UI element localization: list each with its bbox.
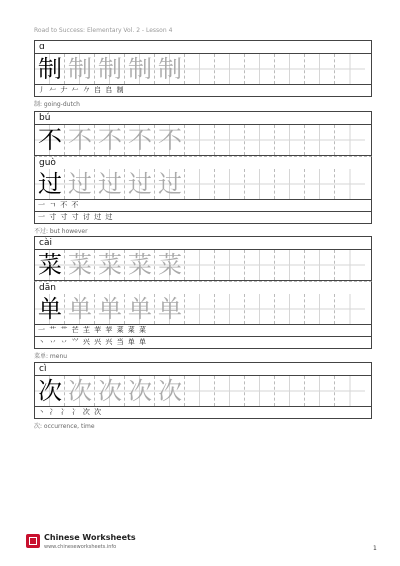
trace-cell: 菜 — [95, 250, 125, 280]
empty-cell — [275, 294, 305, 324]
trace-cell: 单 — [65, 294, 95, 324]
trace-cell: 次 — [95, 376, 125, 406]
pinyin-row — [34, 111, 372, 124]
empty-cell — [335, 54, 365, 84]
practice-grid-row — [34, 294, 372, 325]
empty-cell — [215, 54, 245, 84]
footer-title: Chinese Worksheets — [44, 533, 136, 542]
pinyin-label: ɑ — [39, 42, 45, 52]
empty-cell — [305, 169, 335, 199]
empty-cell — [185, 250, 215, 280]
trace-cell: 不 — [95, 125, 125, 155]
practice-grid-row — [34, 53, 372, 85]
trace-cell: 过 — [65, 169, 95, 199]
empty-cell — [215, 250, 245, 280]
pinyin-row — [34, 40, 372, 53]
empty-cell — [215, 125, 245, 155]
empty-cell — [215, 294, 245, 324]
pinyin-row — [34, 156, 372, 169]
empty-cell — [335, 169, 365, 199]
empty-cell — [275, 376, 305, 406]
trace-cell: 次 — [155, 376, 185, 406]
empty-cell — [275, 169, 305, 199]
stroke-order-row: 一 艹 艹 芒 芏 苹 苹 菜 菜 菜 — [34, 325, 372, 337]
model-character-cell: 菜 — [35, 250, 65, 280]
pinyin-label: cì — [39, 364, 47, 374]
pinyin-row — [34, 236, 372, 249]
trace-cell: 菜 — [65, 250, 95, 280]
trace-cell: 制 — [155, 54, 185, 84]
trace-cell: 过 — [95, 169, 125, 199]
empty-cell — [305, 376, 335, 406]
trace-cell: 单 — [95, 294, 125, 324]
empty-cell — [185, 54, 215, 84]
trace-cell: 制 — [95, 54, 125, 84]
empty-cell — [245, 294, 275, 324]
empty-cell — [245, 54, 275, 84]
empty-cell — [215, 376, 245, 406]
meaning-text: 次: occurrence, time — [34, 423, 95, 430]
model-character-cell: 次 — [35, 376, 65, 406]
model-character-cell: 过 — [35, 169, 65, 199]
empty-cell — [335, 376, 365, 406]
practice-grid-row — [34, 375, 372, 407]
stroke-order-row: 丶 冫 冫 冫 次 次 — [34, 407, 372, 419]
empty-cell — [305, 294, 335, 324]
stroke-order-row: 丿 𠂉 𠂇 𠂉 𠂊 𠂤 𠂤 制 — [34, 85, 372, 97]
empty-cell — [275, 250, 305, 280]
stroke-order-row: 丶 丷 丷 ⺍ 兴 兴 兴 当 单 单 — [34, 337, 372, 349]
empty-cell — [185, 125, 215, 155]
footer-url: www.chineseworksheets.info — [44, 544, 117, 550]
empty-cell — [245, 125, 275, 155]
meaning-text: 菜单: menu — [34, 353, 68, 360]
trace-cell: 制 — [65, 54, 95, 84]
pinyin-label: cài — [39, 238, 52, 248]
practice-grid-row — [34, 249, 372, 281]
empty-cell — [185, 169, 215, 199]
pinyin-label: bú — [39, 113, 51, 123]
character-block-2 — [34, 111, 372, 235]
empty-cell — [245, 250, 275, 280]
empty-cell — [185, 376, 215, 406]
trace-cell: 菜 — [125, 250, 155, 280]
empty-cell — [275, 125, 305, 155]
stroke-order-row: 一 寸 寸 寸 讨 过 过 — [34, 212, 372, 224]
trace-cell: 不 — [65, 125, 95, 155]
trace-cell: 过 — [125, 169, 155, 199]
character-block-3 — [34, 236, 372, 360]
empty-cell — [335, 294, 365, 324]
trace-cell: 过 — [155, 169, 185, 199]
model-character-cell: 制 — [35, 54, 65, 84]
pinyin-label: guò — [39, 158, 56, 168]
chinese-worksheets-logo-icon — [26, 534, 40, 548]
worksheet-header: Road to Success: Elementary Vol. 2 - Lesson 4 — [34, 27, 173, 34]
empty-cell — [245, 376, 275, 406]
pinyin-row — [34, 362, 372, 375]
empty-cell — [185, 294, 215, 324]
practice-grid-row — [34, 124, 372, 156]
trace-cell: 次 — [65, 376, 95, 406]
pinyin-row — [34, 281, 372, 294]
model-character-cell: 单 — [35, 294, 65, 324]
trace-cell: 不 — [155, 125, 185, 155]
empty-cell — [305, 125, 335, 155]
character-block-4 — [34, 362, 372, 430]
page-number: 1 — [373, 545, 377, 552]
pinyin-label: dān — [39, 283, 56, 293]
trace-cell: 次 — [125, 376, 155, 406]
trace-cell: 单 — [125, 294, 155, 324]
empty-cell — [305, 250, 335, 280]
trace-cell: 单 — [155, 294, 185, 324]
empty-cell — [275, 54, 305, 84]
empty-cell — [335, 250, 365, 280]
empty-cell — [245, 169, 275, 199]
empty-cell — [215, 169, 245, 199]
meaning-text: 不过: but however — [34, 228, 88, 235]
stroke-order-row: 一 ㄱ 不 不 — [34, 200, 372, 212]
empty-cell — [335, 125, 365, 155]
empty-cell — [305, 54, 335, 84]
trace-cell: 菜 — [155, 250, 185, 280]
meaning-text: 制: going-dutch — [34, 101, 80, 108]
model-character-cell: 不 — [35, 125, 65, 155]
trace-cell: 不 — [125, 125, 155, 155]
trace-cell: 制 — [125, 54, 155, 84]
character-block-1 — [34, 40, 372, 108]
practice-grid-row — [34, 169, 372, 200]
